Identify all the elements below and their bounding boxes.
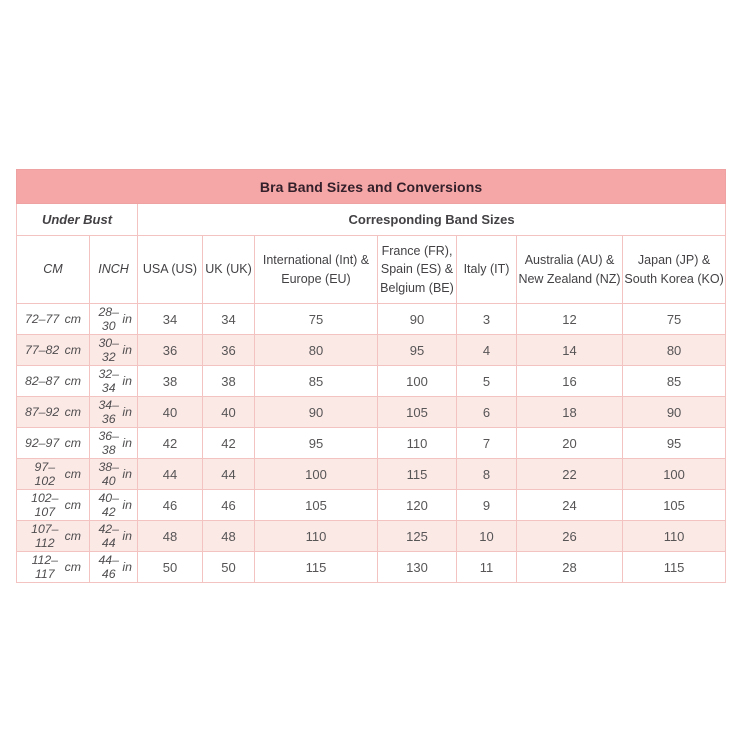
inch-range-cell	[90, 521, 138, 552]
table-title: Bra Band Sizes and Conversions	[17, 170, 726, 204]
size-cell-it: 4	[457, 335, 517, 366]
cm-range-cell-value: 87–92	[25, 405, 60, 419]
size-cell-au-nz: 22	[517, 459, 623, 490]
size-cell-uk: 50	[203, 552, 255, 583]
size-cell-fr-es-be: 95	[378, 335, 457, 366]
inch-range-cell-value: 32–34	[98, 367, 119, 395]
inch-range-cell	[90, 335, 138, 366]
corresponding-band-sizes-header: Corresponding Band Sizes	[138, 204, 726, 236]
size-cell-usa: 50	[138, 552, 203, 583]
table-row	[17, 521, 726, 552]
cm-range-cell-value: 92–97	[25, 436, 60, 450]
inch-range-cell	[90, 304, 138, 335]
column-header-it: Italy (IT)	[457, 236, 517, 304]
size-cell-int-eu: 75	[255, 304, 378, 335]
cm-range-cell-unit: cm	[64, 436, 81, 450]
cm-range-cell-unit: cm	[64, 405, 81, 419]
size-cell-uk: 40	[203, 397, 255, 428]
cm-range-cell	[17, 490, 90, 521]
inch-range-cell	[90, 552, 138, 583]
cm-range-cell-unit: cm	[64, 529, 81, 543]
table-row	[17, 428, 726, 459]
table-row	[17, 335, 726, 366]
cm-range-cell-value: 82–87	[25, 374, 60, 388]
table-row	[17, 397, 726, 428]
size-cell-jp-ko: 75	[623, 304, 726, 335]
cm-range-cell-unit: cm	[64, 498, 81, 512]
size-cell-jp-ko: 85	[623, 366, 726, 397]
inch-range-cell-unit: in	[122, 529, 132, 543]
size-cell-usa: 48	[138, 521, 203, 552]
column-header-inch: INCH	[90, 236, 138, 304]
inch-range-cell	[90, 397, 138, 428]
cm-range-cell-unit: cm	[64, 343, 81, 357]
size-cell-au-nz: 26	[517, 521, 623, 552]
table-body	[17, 304, 726, 583]
size-cell-int-eu: 110	[255, 521, 378, 552]
column-header-au-nz: Australia (AU) & New Zealand (NZ)	[517, 236, 623, 304]
size-cell-it: 11	[457, 552, 517, 583]
cm-range-cell	[17, 397, 90, 428]
size-cell-uk: 44	[203, 459, 255, 490]
size-cell-jp-ko: 95	[623, 428, 726, 459]
inch-range-cell	[90, 459, 138, 490]
column-header-jp-ko: Japan (JP) & South Korea (KO)	[623, 236, 726, 304]
size-cell-int-eu: 90	[255, 397, 378, 428]
inch-range-cell	[90, 490, 138, 521]
size-cell-it: 3	[457, 304, 517, 335]
inch-range-cell-value: 34–36	[98, 398, 119, 426]
size-cell-fr-es-be: 90	[378, 304, 457, 335]
cm-range-cell	[17, 521, 90, 552]
cm-range-cell-value: 112–117	[31, 553, 59, 581]
size-cell-usa: 38	[138, 366, 203, 397]
size-cell-uk: 48	[203, 521, 255, 552]
cm-range-cell-unit: cm	[64, 312, 81, 326]
inch-range-cell-value: 44–46	[98, 553, 119, 581]
size-cell-jp-ko: 100	[623, 459, 726, 490]
size-cell-usa: 44	[138, 459, 203, 490]
cm-range-cell	[17, 459, 90, 490]
table-row	[17, 490, 726, 521]
size-cell-fr-es-be: 125	[378, 521, 457, 552]
cm-range-cell-unit: cm	[64, 467, 81, 481]
size-cell-usa: 42	[138, 428, 203, 459]
size-cell-it: 9	[457, 490, 517, 521]
size-cell-au-nz: 14	[517, 335, 623, 366]
size-cell-it: 5	[457, 366, 517, 397]
cm-range-cell-unit: cm	[64, 374, 81, 388]
inch-range-cell-value: 36–38	[98, 429, 119, 457]
inch-range-cell	[90, 366, 138, 397]
inch-range-cell-value: 42–44	[98, 522, 119, 550]
size-cell-jp-ko: 80	[623, 335, 726, 366]
size-cell-au-nz: 28	[517, 552, 623, 583]
size-cell-it: 10	[457, 521, 517, 552]
size-cell-uk: 42	[203, 428, 255, 459]
inch-range-cell-unit: in	[122, 436, 132, 450]
inch-range-cell-value: 40–42	[98, 491, 119, 519]
size-cell-int-eu: 115	[255, 552, 378, 583]
inch-range-cell-unit: in	[122, 498, 132, 512]
cm-range-cell-value: 72–77	[25, 312, 60, 326]
cm-range-cell-value: 102–107	[31, 491, 59, 519]
size-cell-au-nz: 16	[517, 366, 623, 397]
size-cell-fr-es-be: 105	[378, 397, 457, 428]
cm-range-cell	[17, 428, 90, 459]
size-cell-fr-es-be: 115	[378, 459, 457, 490]
size-cell-it: 8	[457, 459, 517, 490]
cm-range-cell	[17, 304, 90, 335]
cm-range-cell	[17, 552, 90, 583]
table-row	[17, 304, 726, 335]
size-cell-int-eu: 100	[255, 459, 378, 490]
inch-range-cell-unit: in	[122, 343, 132, 357]
size-cell-uk: 36	[203, 335, 255, 366]
column-header-fr-es-be: France (FR), Spain (ES) & Belgium (BE)	[378, 236, 457, 304]
inch-range-cell	[90, 428, 138, 459]
size-cell-usa: 36	[138, 335, 203, 366]
size-cell-fr-es-be: 100	[378, 366, 457, 397]
group-header-row	[17, 204, 726, 236]
under-bust-header: Under Bust	[17, 204, 138, 236]
cm-range-cell-value: 97–102	[34, 460, 56, 488]
size-cell-au-nz: 12	[517, 304, 623, 335]
size-cell-jp-ko: 90	[623, 397, 726, 428]
column-header-usa: USA (US)	[138, 236, 203, 304]
size-cell-int-eu: 95	[255, 428, 378, 459]
inch-range-cell-unit: in	[122, 374, 132, 388]
size-cell-usa: 40	[138, 397, 203, 428]
size-cell-jp-ko: 105	[623, 490, 726, 521]
size-cell-int-eu: 85	[255, 366, 378, 397]
inch-range-cell-unit: in	[122, 312, 132, 326]
size-cell-fr-es-be: 130	[378, 552, 457, 583]
size-cell-int-eu: 105	[255, 490, 378, 521]
inch-range-cell-value: 38–40	[98, 460, 119, 488]
column-header-row	[17, 236, 726, 304]
cm-range-cell-unit: cm	[64, 560, 81, 574]
size-cell-jp-ko: 115	[623, 552, 726, 583]
inch-range-cell-unit: in	[122, 467, 132, 481]
size-cell-it: 7	[457, 428, 517, 459]
size-cell-usa: 46	[138, 490, 203, 521]
cm-range-cell-value: 107–112	[31, 522, 59, 550]
column-header-cm: CM	[17, 236, 90, 304]
inch-range-cell-unit: in	[122, 405, 132, 419]
cm-range-cell	[17, 335, 90, 366]
size-cell-au-nz: 24	[517, 490, 623, 521]
size-cell-uk: 34	[203, 304, 255, 335]
size-cell-fr-es-be: 110	[378, 428, 457, 459]
size-cell-fr-es-be: 120	[378, 490, 457, 521]
cm-range-cell-value: 77–82	[25, 343, 60, 357]
size-cell-usa: 34	[138, 304, 203, 335]
size-cell-it: 6	[457, 397, 517, 428]
size-cell-uk: 46	[203, 490, 255, 521]
title-row	[17, 170, 726, 204]
table-row	[17, 459, 726, 490]
size-cell-au-nz: 20	[517, 428, 623, 459]
cm-range-cell	[17, 366, 90, 397]
inch-range-cell-value: 30–32	[98, 336, 119, 364]
size-cell-jp-ko: 110	[623, 521, 726, 552]
inch-range-cell-value: 28–30	[98, 305, 119, 333]
size-cell-au-nz: 18	[517, 397, 623, 428]
inch-range-cell-unit: in	[122, 560, 132, 574]
table-row	[17, 552, 726, 583]
table-row	[17, 366, 726, 397]
size-cell-uk: 38	[203, 366, 255, 397]
column-header-int-eu: International (Int) & Europe (EU)	[255, 236, 378, 304]
size-cell-int-eu: 80	[255, 335, 378, 366]
bra-band-size-table	[16, 169, 726, 583]
column-header-uk: UK (UK)	[203, 236, 255, 304]
